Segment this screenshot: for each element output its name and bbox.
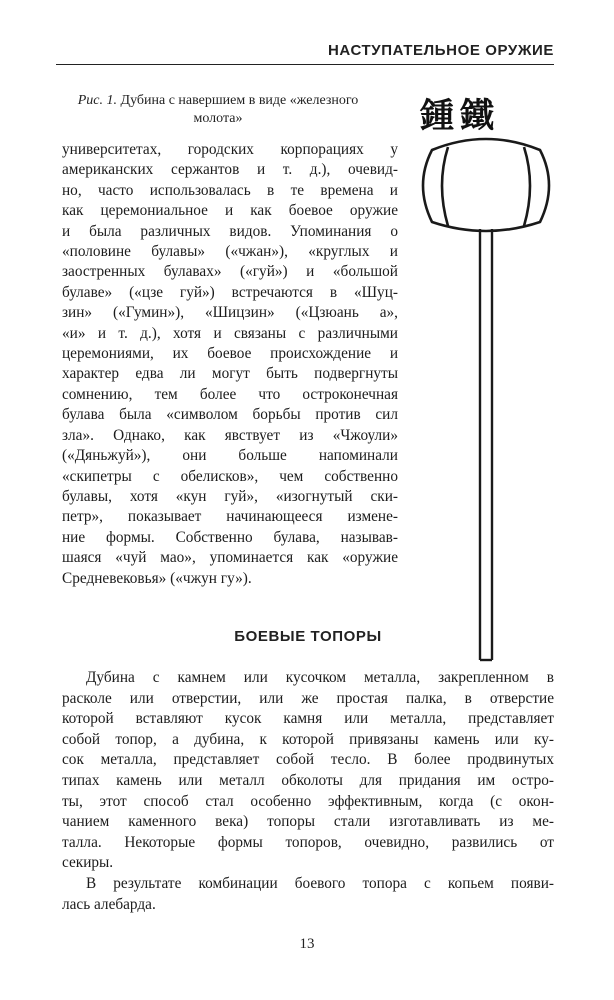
- text-line: ние формы. Собственно булава, называв-: [62, 528, 398, 546]
- column-text: [62, 140, 398, 589]
- text-line: петр», показывает начинающееся измене-: [62, 508, 398, 526]
- text-line: собой топор, а дубина, к которой привязаны камень или ку-: [62, 730, 554, 748]
- text-line: Средневековья» («чжун гу»).: [62, 569, 252, 587]
- text-line: церемониями, их боевое происхождение и: [62, 345, 398, 363]
- figure-caption: [38, 92, 398, 128]
- text-line: университетах, городских корпорациях у: [62, 141, 398, 158]
- text-line: В результате комбинации боевого топора с копьем появи-: [86, 874, 554, 892]
- text-line: лась алебарда.: [62, 895, 156, 913]
- text-line: булава была «символом борьбы против сил: [62, 406, 398, 424]
- text-line: характер едва ли могут быть подвергнуты: [62, 365, 398, 383]
- section-heading: БОЕВЫЕ ТОПОРЫ: [234, 628, 382, 645]
- text-line: ты, этот способ стал особенно эффективным, когда (с окон-: [62, 792, 554, 810]
- text-line: как церемониальное и как боевое оружие: [62, 202, 398, 220]
- figure-label: Рис. 1.: [77, 93, 118, 108]
- text-line: сок металла, представляет собой тесло. В более продвинутых: [62, 751, 554, 769]
- text-line: шаяся «чуй мао», упоминается как «оружие: [62, 549, 398, 567]
- text-line: талла. Некоторые формы топоров, очевидно, развились от: [62, 833, 554, 851]
- section-body: [62, 668, 554, 915]
- text-line: которой вставляют кусок камня или металла, представляет: [62, 710, 554, 728]
- text-line: зин» («Гумин»), «Шицзин» («Цзюань а»,: [62, 304, 398, 322]
- running-header-title: НАСТУПАТЕЛЬНОЕ ОРУЖИЕ: [327, 42, 554, 59]
- header-rule: [56, 64, 554, 65]
- text-line: («Дяньжуй»), они больше напоминали: [62, 447, 398, 465]
- figure-caption-line-1: Дубина с навершием в виде «железного: [120, 93, 359, 108]
- text-line: но, часто использовалась в те времена и: [62, 181, 398, 199]
- text-line: Дубина с камнем или кусочком металла, закрепленном в: [86, 669, 554, 686]
- figure-caption-line-2: молота»: [193, 111, 243, 126]
- iron-hammer-club-illustration: [408, 130, 558, 670]
- page-number: 13: [299, 936, 315, 952]
- hammer-head: [423, 139, 549, 231]
- text-line: булавы, хотя «кун гуй», «изогнутый ски-: [62, 487, 398, 505]
- text-line: расколе или отверстии, или же простая палка, в отверстие: [62, 689, 554, 707]
- text-line: американских сержантов и т. д.), очевид-: [62, 161, 398, 179]
- text-line: секиры.: [62, 854, 114, 872]
- text-line: и была различных видов. Упоминания о: [62, 222, 398, 240]
- text-line: сомнению, тем более что остроконечная: [62, 385, 398, 403]
- text-line: «и» и т. д.), хотя и связаны с различными: [62, 324, 398, 342]
- text-line: типах камень или металл обколоты для придания им остро-: [62, 771, 554, 789]
- text-line: заостренных булавах» («гуй») и «большой: [62, 263, 398, 281]
- text-line: «половине булавы» («чжан»), «круглых и: [62, 243, 398, 261]
- text-line: зла». Однако, как явствует из «Чжоули»: [62, 426, 398, 444]
- text-line: «скипетры с обелисков», чем собственно: [62, 467, 398, 485]
- text-line: булаве» («цзе гуй») встречаются в «Шуц-: [62, 283, 398, 301]
- club-shaft: [480, 229, 492, 660]
- chinese-characters: 鍾鐵: [420, 96, 500, 136]
- text-line: чанием каменного века) топоры стали изготавливать из ме-: [62, 813, 554, 831]
